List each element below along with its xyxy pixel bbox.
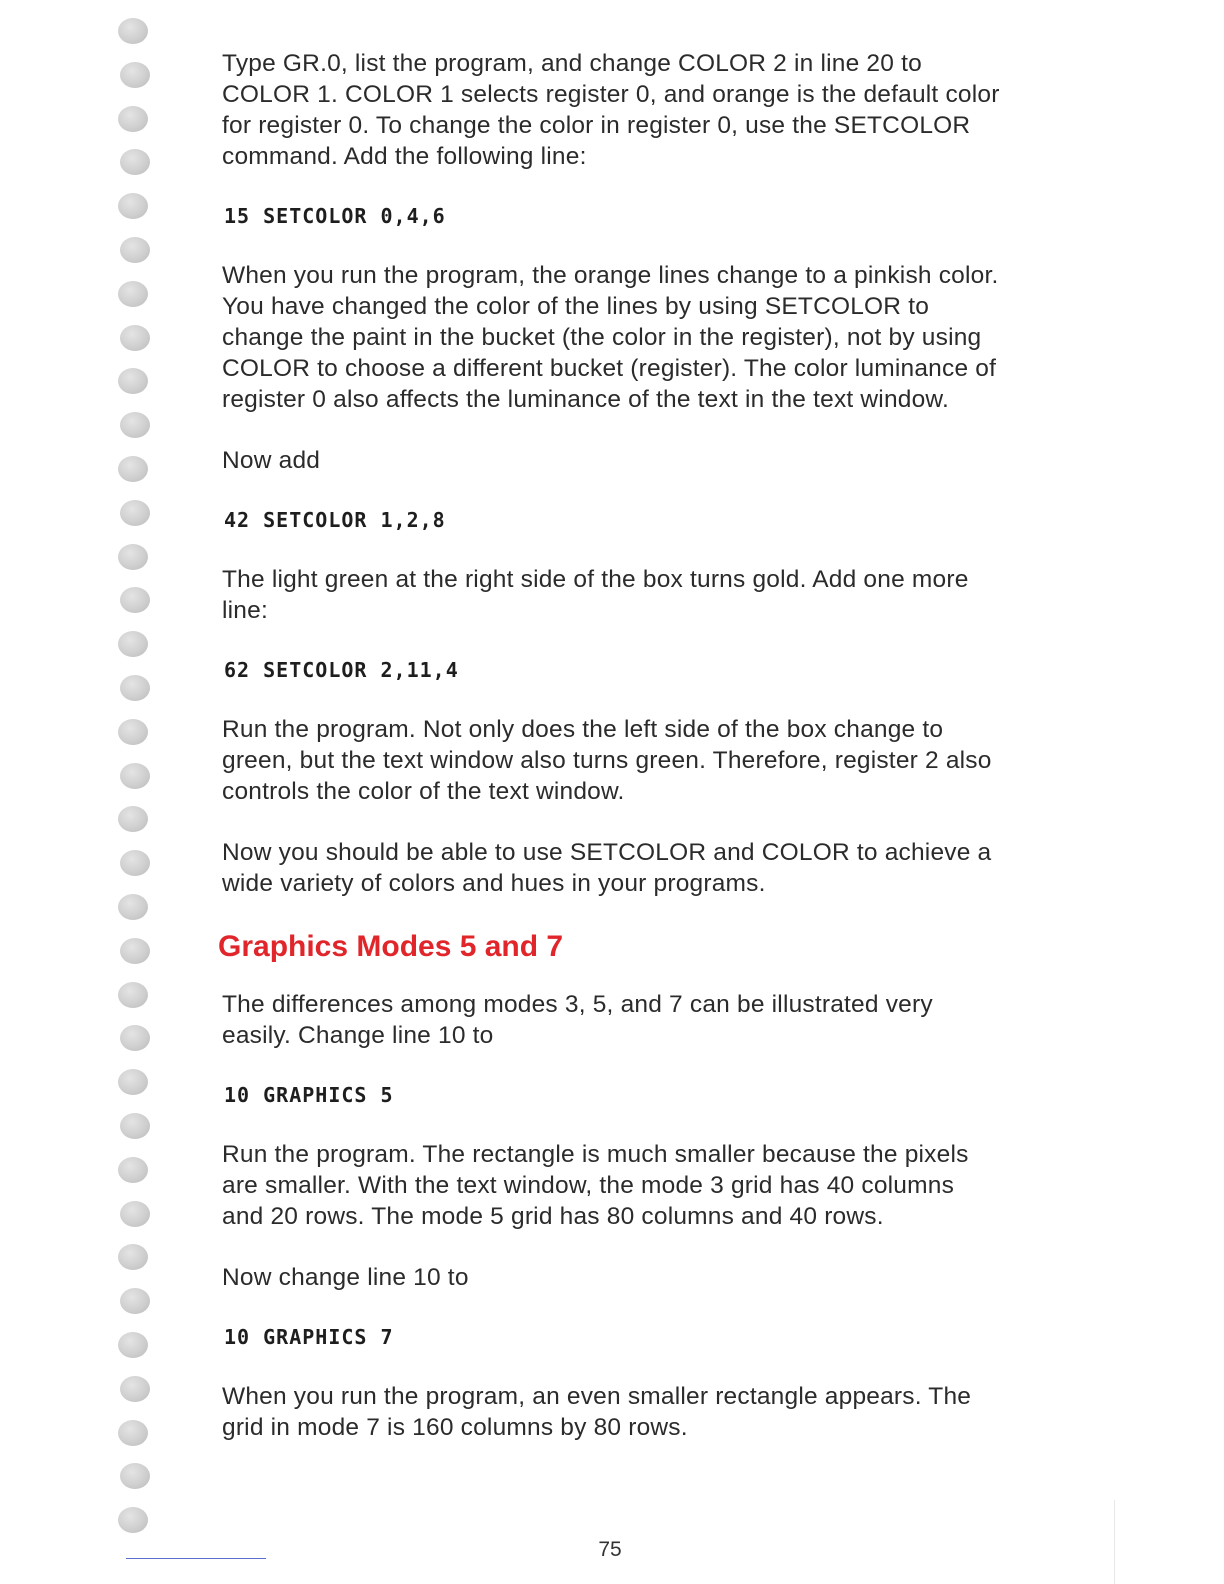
binding-hole <box>118 719 148 745</box>
binding-hole <box>120 675 150 701</box>
code-graphics-5: 10 GRAPHICS 5 <box>224 1083 394 1107</box>
binding-hole <box>118 281 148 307</box>
binding-hole <box>118 1244 148 1270</box>
page-content <box>218 48 1092 1473</box>
paragraph-mode-5-grid: Run the program. The rectangle is much smaller because the pixels are smaller. With the text window, the mode 3 grid has 40 columns and 20 rows. The mode 5 grid has 80 columns and 40 rows. <box>222 1141 969 1230</box>
binding-hole <box>118 894 148 920</box>
binding-hole <box>118 544 148 570</box>
page-number: 75 <box>598 1538 622 1561</box>
paragraph-now-change: Now change line 10 to <box>222 1264 469 1291</box>
paragraph-light-green: The light green at the right side of the box turns gold. Add one more line: <box>222 566 969 624</box>
code-graphics-7: 10 GRAPHICS 7 <box>224 1325 394 1349</box>
code-line-42: 42 SETCOLOR 1,2,8 <box>224 508 446 532</box>
binding-hole <box>120 325 150 351</box>
binding-hole <box>120 1376 150 1402</box>
paragraph-pinkish-color: When you run the program, the orange lines change to a pinkish color. You have changed the color of the lines by using SETCOLOR to change the paint in the bucket (the color in the register), not by using COLOR to choose a different bucket (register). The color luminance of register 0 also affects the luminance of the text in the text window. <box>222 262 999 413</box>
binding-hole <box>118 106 148 132</box>
binding-hole <box>120 938 150 964</box>
binding-hole <box>118 456 148 482</box>
binding-hole <box>118 1157 148 1183</box>
binding-hole <box>120 237 150 263</box>
paragraph-setcolor-summary: Now you should be able to use SETCOLOR and COLOR to achieve a wide variety of colors and hues in your programs. <box>222 839 992 897</box>
page-edge <box>1114 1500 1115 1584</box>
binding-hole <box>120 1201 150 1227</box>
binding-hole <box>118 193 148 219</box>
binding-hole <box>118 631 148 657</box>
binding-hole <box>120 62 150 88</box>
binding-hole <box>120 763 150 789</box>
binding-hole <box>118 368 148 394</box>
binding-hole <box>120 1113 150 1139</box>
binding-hole <box>120 500 150 526</box>
paragraph-now-add: Now add <box>222 447 321 474</box>
binding-hole <box>120 1463 150 1489</box>
binding-hole <box>118 1069 148 1095</box>
code-line-15: 15 SETCOLOR 0,4,6 <box>224 204 446 228</box>
paragraph-mode-7-grid: When you run the program, an even smaller rectangle appears. The grid in mode 7 is 160 columns by 80 rows. <box>222 1383 972 1441</box>
binding-hole <box>118 18 148 44</box>
code-line-62: 62 SETCOLOR 2,11,4 <box>224 658 459 682</box>
binding-hole <box>120 412 150 438</box>
binding-hole <box>120 149 150 175</box>
paragraph-change-color: Type GR.0, list the program, and change COLOR 2 in line 20 to COLOR 1. COLOR 1 selects register 0, and orange is the default color for register 0. To change the color in register 0, use the SETCOLOR command. Add the following line: <box>222 50 1000 170</box>
binding-hole <box>118 1507 148 1533</box>
paragraph-run-program-green: Run the program. Not only does the left side of the box change to green, but the text window also turns green. Therefore, register 2 also controls the color of the text window. <box>222 716 992 805</box>
binding-hole <box>120 587 150 613</box>
binding-hole <box>120 1025 150 1051</box>
spiral-binding <box>118 18 152 1538</box>
binding-hole <box>118 1332 148 1358</box>
binding-hole <box>118 1420 148 1446</box>
binding-hole <box>120 850 150 876</box>
binding-hole <box>118 982 148 1008</box>
section-heading: Graphics Modes 5 and 7 <box>218 930 564 963</box>
binding-hole <box>120 1288 150 1314</box>
bottom-rule <box>126 1558 266 1559</box>
paragraph-modes-differences: The differences among modes 3, 5, and 7 can be illustrated very easily. Change line 10 to <box>222 991 933 1049</box>
binding-hole <box>118 806 148 832</box>
